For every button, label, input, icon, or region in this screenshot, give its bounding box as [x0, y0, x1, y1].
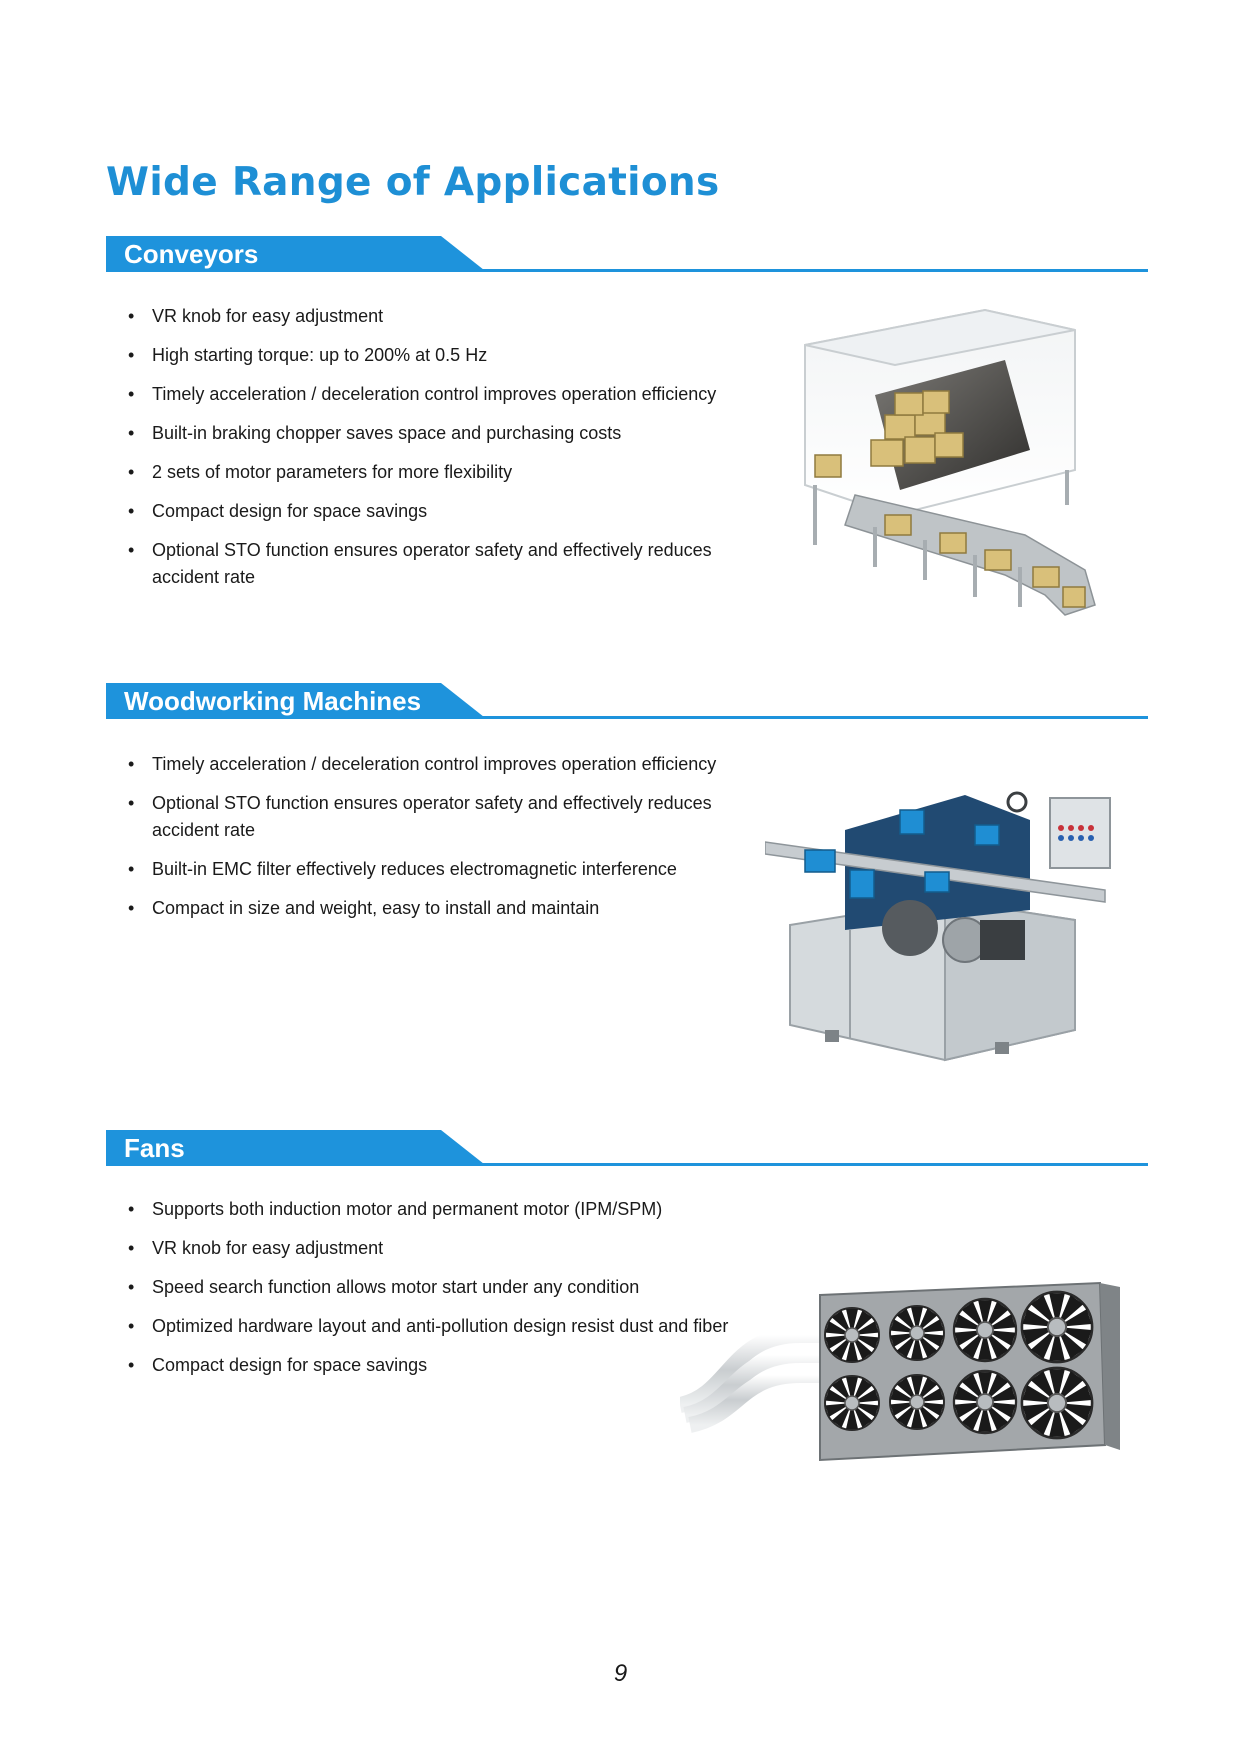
- conveyor-illustration: [775, 305, 1110, 650]
- section-heading: Conveyors: [124, 239, 259, 269]
- section-heading: Fans: [124, 1133, 185, 1163]
- list-item: • Optimized hardware layout and anti-pollution design resist dust and fiber: [125, 1313, 765, 1340]
- list-item: • Built-in braking chopper saves space and purchasing costs: [125, 420, 765, 447]
- section-rule: [106, 269, 1148, 272]
- page-title: Wide Range of Applications: [106, 160, 720, 205]
- page-number: 9: [613, 1660, 628, 1687]
- section-header-fans: [106, 1130, 1148, 1168]
- woodworking-bullet-list: [125, 751, 765, 934]
- woodworking-machine-illustration: [765, 780, 1120, 1080]
- section-header-woodworking-machines: [106, 683, 1148, 721]
- list-item: • 2 sets of motor parameters for more flexibility: [125, 459, 765, 486]
- list-item: • Timely acceleration / deceleration control improves operation efficiency: [125, 381, 765, 408]
- list-item: • Supports both induction motor and permanent motor (IPM/SPM): [125, 1196, 765, 1223]
- list-item: • Compact design for space savings: [125, 498, 765, 525]
- section-header-conveyors: [106, 236, 1148, 274]
- list-item: • High starting torque: up to 200% at 0.5 Hz: [125, 342, 765, 369]
- list-item: • Optional STO function ensures operator safety and effectively reduces accident rate: [125, 790, 765, 844]
- fans-bullet-list: [125, 1196, 765, 1391]
- list-item: • Compact design for space savings: [125, 1352, 765, 1379]
- fan-array-illustration: [680, 1275, 1130, 1485]
- list-item: • Timely acceleration / deceleration control improves operation efficiency: [125, 751, 765, 778]
- list-item: • Compact in size and weight, easy to install and maintain: [125, 895, 765, 922]
- list-item: • Built-in EMC filter effectively reduces electromagnetic interference: [125, 856, 765, 883]
- section-rule: [106, 1163, 1148, 1166]
- conveyors-bullet-list: [125, 303, 765, 603]
- section-heading: Woodworking Machines: [124, 686, 422, 716]
- list-item: • VR knob for easy adjustment: [125, 1235, 765, 1262]
- list-item: • Speed search function allows motor start under any condition: [125, 1274, 765, 1301]
- list-item: • Optional STO function ensures operator safety and effectively reduces accident rate: [125, 537, 765, 591]
- list-item: • VR knob for easy adjustment: [125, 303, 765, 330]
